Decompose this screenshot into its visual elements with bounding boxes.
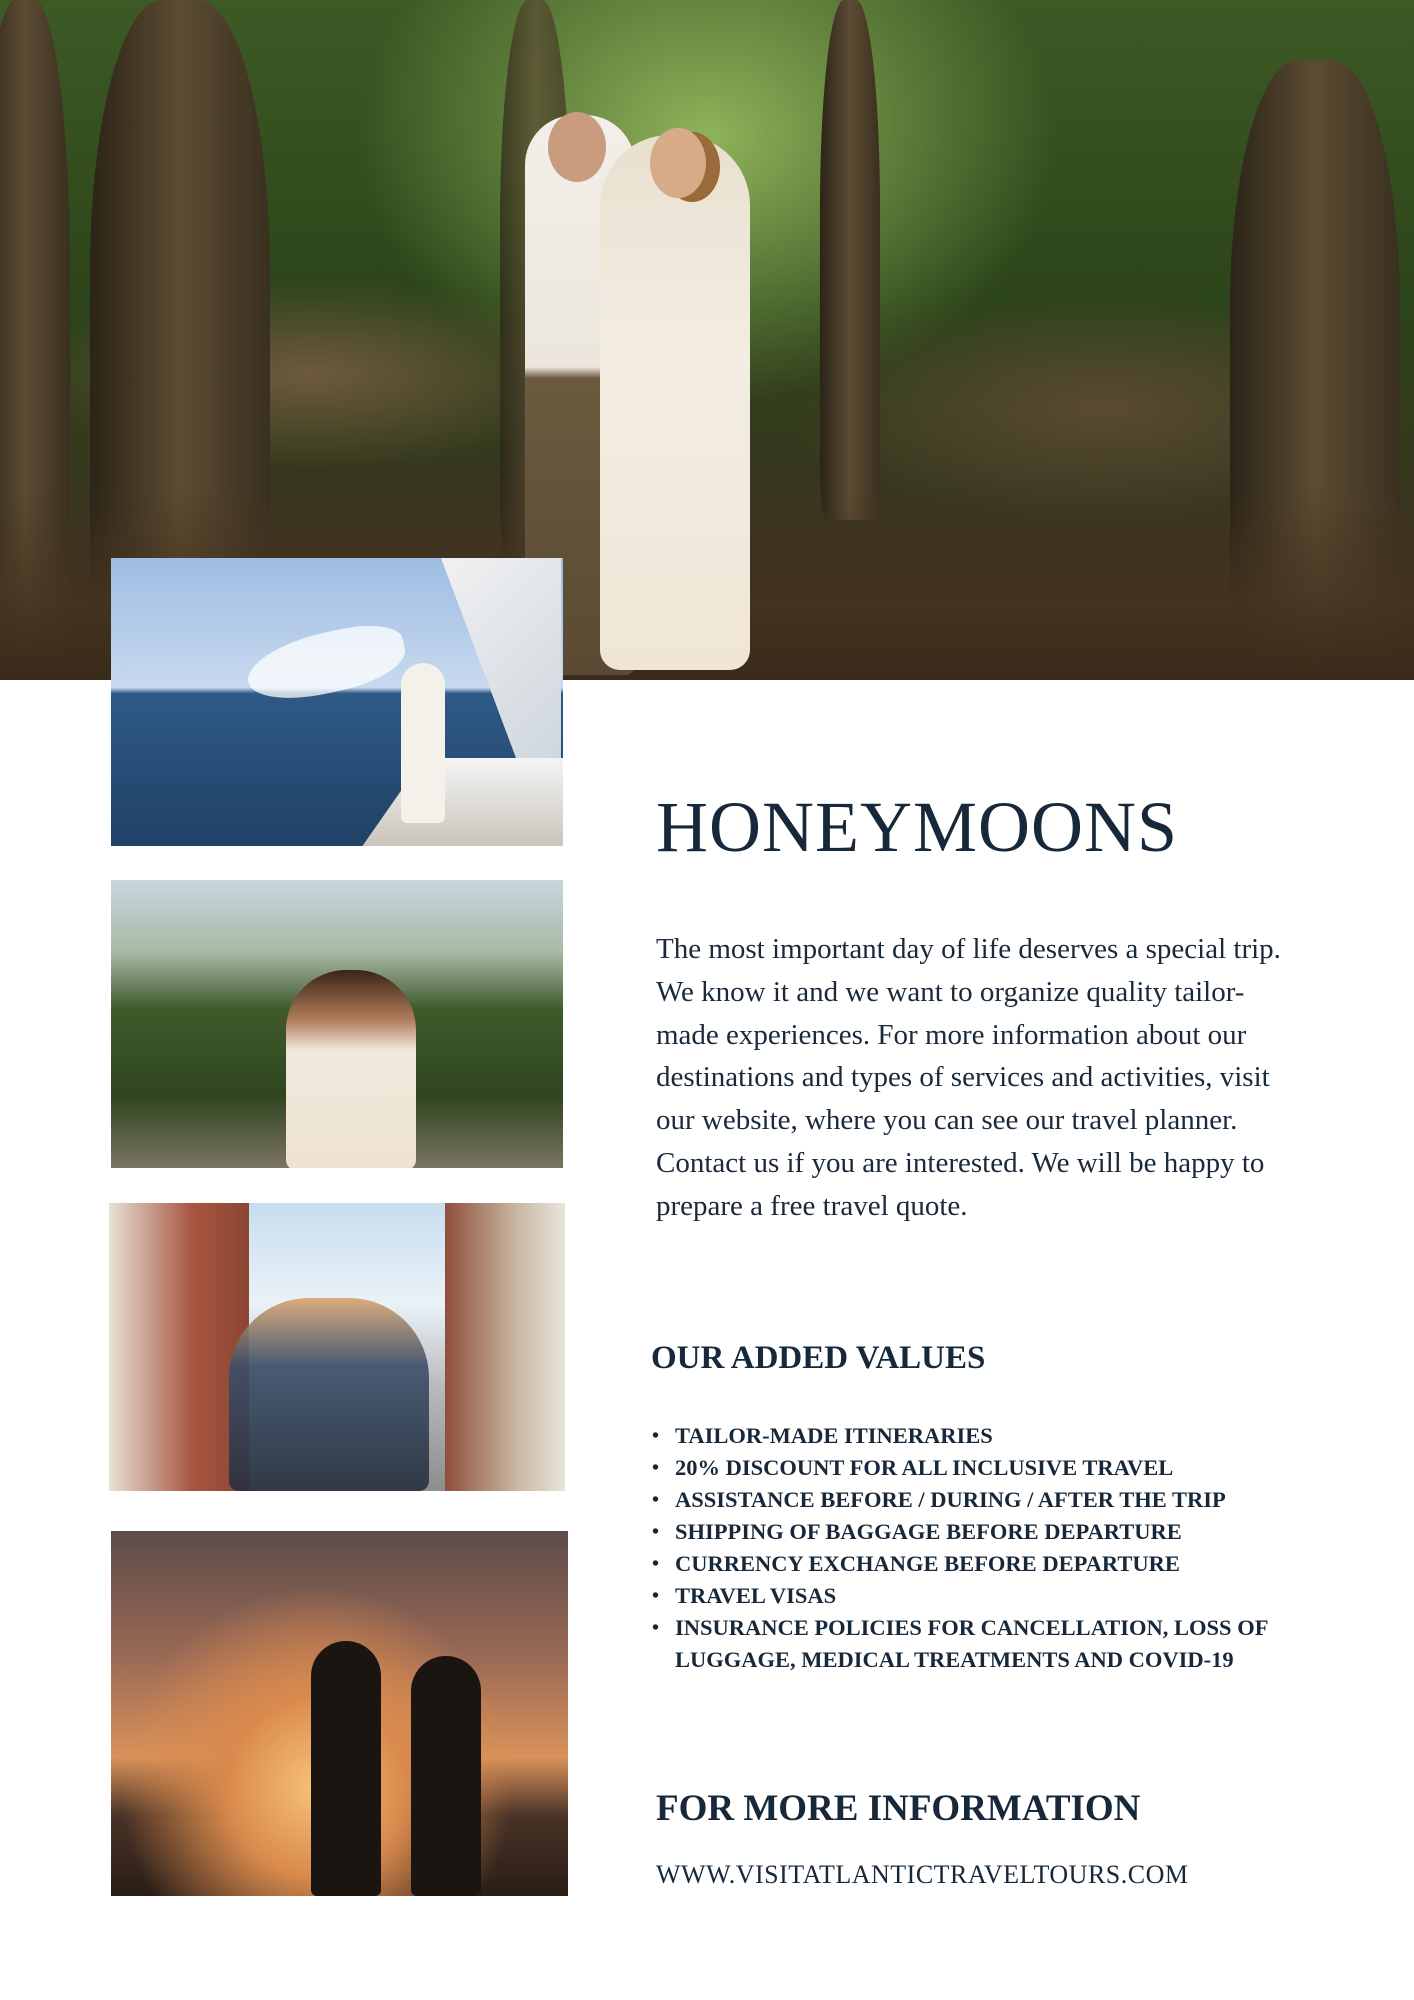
added-values-list xyxy=(660,1420,1300,1676)
sailboat-couple-photo xyxy=(111,558,563,846)
list-item: • TRAVEL VISAS xyxy=(660,1580,1300,1612)
list-item: • ASSISTANCE BEFORE / DURING / AFTER THE TRIP xyxy=(660,1484,1300,1516)
more-info-heading: FOR MORE INFORMATION xyxy=(656,1788,1141,1829)
city-cyclists-photo xyxy=(109,1203,565,1491)
website-link[interactable]: WWW.VISITATLANTICTRAVELTOURS.COM xyxy=(656,1860,1189,1889)
added-values-heading: OUR ADDED VALUES xyxy=(651,1340,986,1376)
list-item: • SHIPPING OF BAGGAGE BEFORE DEPARTURE xyxy=(660,1516,1300,1548)
list-item: • INSURANCE POLICIES FOR CANCELLATION, LOSS OF LUGGAGE, MEDICAL TREATMENTS AND COVID-19 xyxy=(660,1612,1300,1676)
list-item: • 20% DISCOUNT FOR ALL INCLUSIVE TRAVEL xyxy=(660,1452,1300,1484)
list-item: • TAILOR-MADE ITINERARIES xyxy=(660,1420,1300,1452)
page-title: HONEYMOONS xyxy=(656,787,1179,867)
sunset-silhouette-photo xyxy=(111,1531,568,1896)
list-item: • CURRENCY EXCHANGE BEFORE DEPARTURE xyxy=(660,1548,1300,1580)
intro-paragraph: The most important day of life deserves a special trip. We know it and we want to organize quality tailor-made experiences. For more information about our destinations and types of services and activities, visit our website, where you can see our travel planner. Contact us if you are interested. We will be happy to prepare a free travel quote. xyxy=(656,933,1281,1222)
palm-couple-photo xyxy=(111,880,563,1168)
